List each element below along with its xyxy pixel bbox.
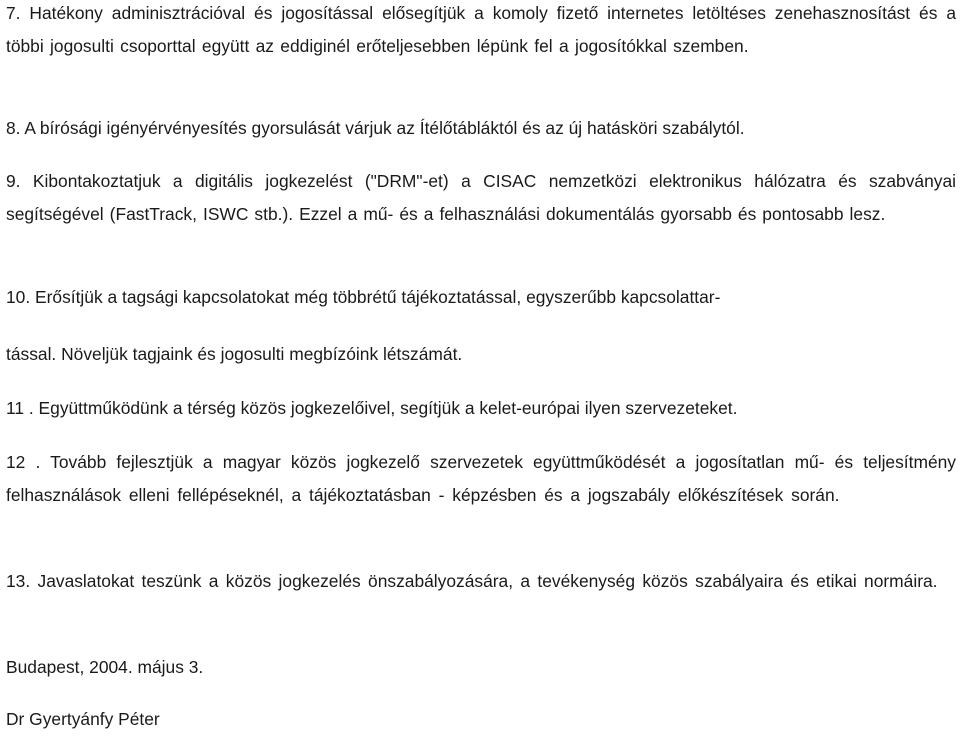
signature-name: Dr Gyertyánfy Péter [6, 709, 160, 729]
paragraph-13: 13. Javaslatokat teszünk a közös jogkezelés önszabályozására, a tevékenység közös szabályaira és etikai normáira. [6, 571, 938, 591]
paragraph-10-line-1: 10. Erősítjük a tagsági kapcsolatokat még többrétű tájékoztatással, egyszerűbb kapcsolattar- [6, 287, 721, 307]
paragraph-11: 11 . Együttműködünk a térség közös jogkezelőivel, segítjük a kelet-európai ilyen szervezeteket. [6, 398, 738, 418]
paragraph-9: 9. Kibontakoztatjuk a digitális jogkezelést ("DRM"-et) a CISAC nemzetközi elektronikus hálózatra és szabványai segítségével (FastTrack, ISWC stb.). Ezzel a mű- és a felhasználási dokumentálás gyorsabb és pontosabb lesz. [6, 171, 956, 224]
paragraph-7: 7. Hatékony adminisztrációval és jogosítással elősegítjük a komoly fizető internetes letöltéses zenehasznosítást és a többi jogosulti csoporttal együtt az eddiginél erőteljesebben lépünk fel a jogosítókkal szemben. [6, 3, 956, 56]
closing-date: Budapest, 2004. május 3. [6, 657, 204, 677]
paragraph-12: 12 . Tovább fejlesztjük a magyar közös jogkezelő szervezetek együttműködését a jogosítatlan mű- és teljesítmény felhasználások elleni fellépéseknél, a tájékoztatásban - képzésben és a jogszabály előkészítések során. [6, 452, 956, 505]
paragraph-8: 8. A bírósági igényérvényesítés gyorsulását várjuk az Ítélőtábláktól és az új hatásköri szabálytól. [6, 118, 745, 138]
paragraph-10-line-2: tással. Növeljük tagjaink és jogosulti megbízóink létszámát. [6, 344, 463, 364]
